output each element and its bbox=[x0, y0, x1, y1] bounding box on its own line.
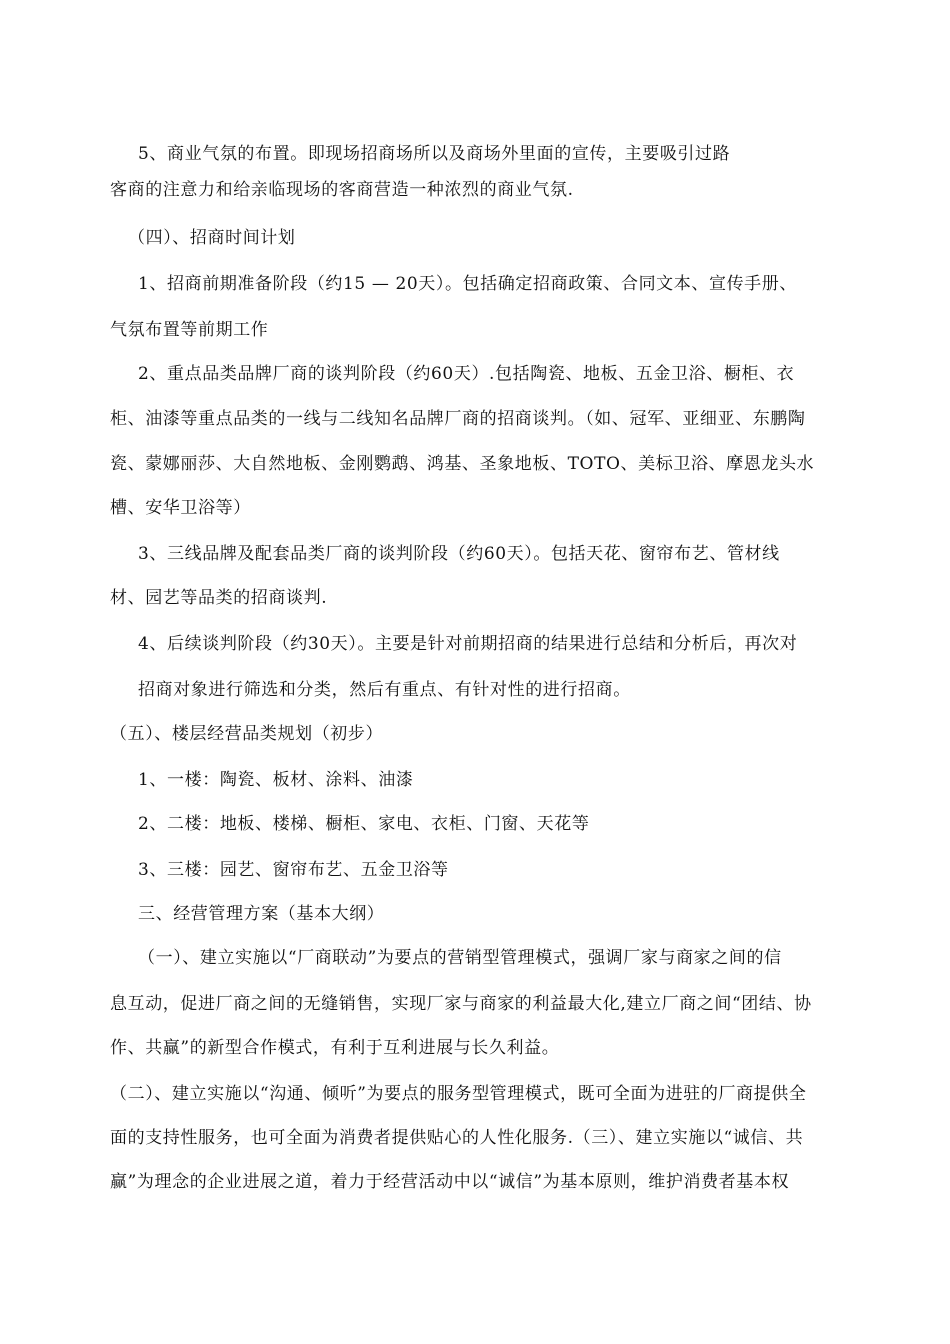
paragraph-line: 3、三线品牌及配套品类厂商的谈判阶段（约60天）。包括天花、窗帘布艺、管材线 bbox=[138, 544, 780, 564]
paragraph-line: 4、后续谈判阶段（约30天）。主要是针对前期招商的结果进行总结和分析后，再次对 bbox=[138, 634, 798, 654]
paragraph-line: 槽、安华卫浴等） bbox=[110, 498, 251, 518]
list-item: 3、三楼：园艺、窗帘布艺、五金卫浴等 bbox=[138, 860, 449, 880]
paragraph-line: 瓷、蒙娜丽莎、大自然地板、金刚鹦鹉、鸿基、圣象地板、TOTO、美标卫浴、摩恩龙头水 bbox=[110, 454, 815, 474]
paragraph-line: 息互动，促进厂商之间的无缝销售，实现厂家与商家的利益最大化,建立厂商之间“团结、协 bbox=[110, 994, 812, 1014]
list-item: 1、一楼：陶瓷、板材、涂料、油漆 bbox=[138, 770, 414, 790]
paragraph-line: 客商的注意力和给亲临现场的客商营造一种浓烈的商业气氛. bbox=[110, 180, 574, 200]
paragraph-line: 柜、油漆等重点品类的一线与二线知名品牌厂商的招商谈判。（如、冠军、亚细亚、东鹏陶 bbox=[110, 409, 806, 429]
paragraph-line: 2、重点品类品牌厂商的谈判阶段（约60天）.包括陶瓷、地板、五金卫浴、橱柜、衣 bbox=[138, 364, 795, 384]
paragraph-line: 作、共赢”的新型合作模式，有利于互利进展与长久利益。 bbox=[110, 1038, 560, 1058]
list-item: 2、二楼：地板、楼梯、橱柜、家电、衣柜、门窗、天花等 bbox=[138, 814, 590, 834]
paragraph-line: 5、商业气氛的布置。即现场招商场所以及商场外里面的宣传，主要吸引过路 bbox=[138, 144, 731, 164]
paragraph-line: （一）、建立实施以“厂商联动”为要点的营销型管理模式，强调厂家与商家之间的信 bbox=[138, 948, 782, 968]
paragraph-line: 气氛布置等前期工作 bbox=[110, 320, 269, 340]
section-heading: 三、经营管理方案（基本大纲） bbox=[138, 904, 385, 924]
paragraph-line: （二）、建立实施以“沟通、倾听”为要点的服务型管理模式，既可全面为进驻的厂商提供全 bbox=[110, 1084, 807, 1104]
paragraph-line: 面的支持性服务，也可全面为消费者提供贴心的人性化服务.（三）、建立实施以“诚信、共 bbox=[110, 1128, 804, 1148]
paragraph-line: 材、园艺等品类的招商谈判. bbox=[110, 588, 328, 608]
section-heading: （五）、楼层经营品类规划（初步） bbox=[110, 724, 384, 744]
paragraph-line: 1、招商前期准备阶段（约15 — 20天）。包括确定招商政策、合同文本、宣传手册、 bbox=[138, 274, 797, 294]
paragraph-line: 赢”为理念的企业进展之道，着力于经营活动中以“诚信”为基本原则，维护消费者基本权 bbox=[110, 1172, 790, 1192]
section-heading: （四）、招商时间计划 bbox=[128, 228, 296, 248]
paragraph-line: 招商对象进行筛选和分类，然后有重点、有针对性的进行招商。 bbox=[138, 680, 631, 700]
